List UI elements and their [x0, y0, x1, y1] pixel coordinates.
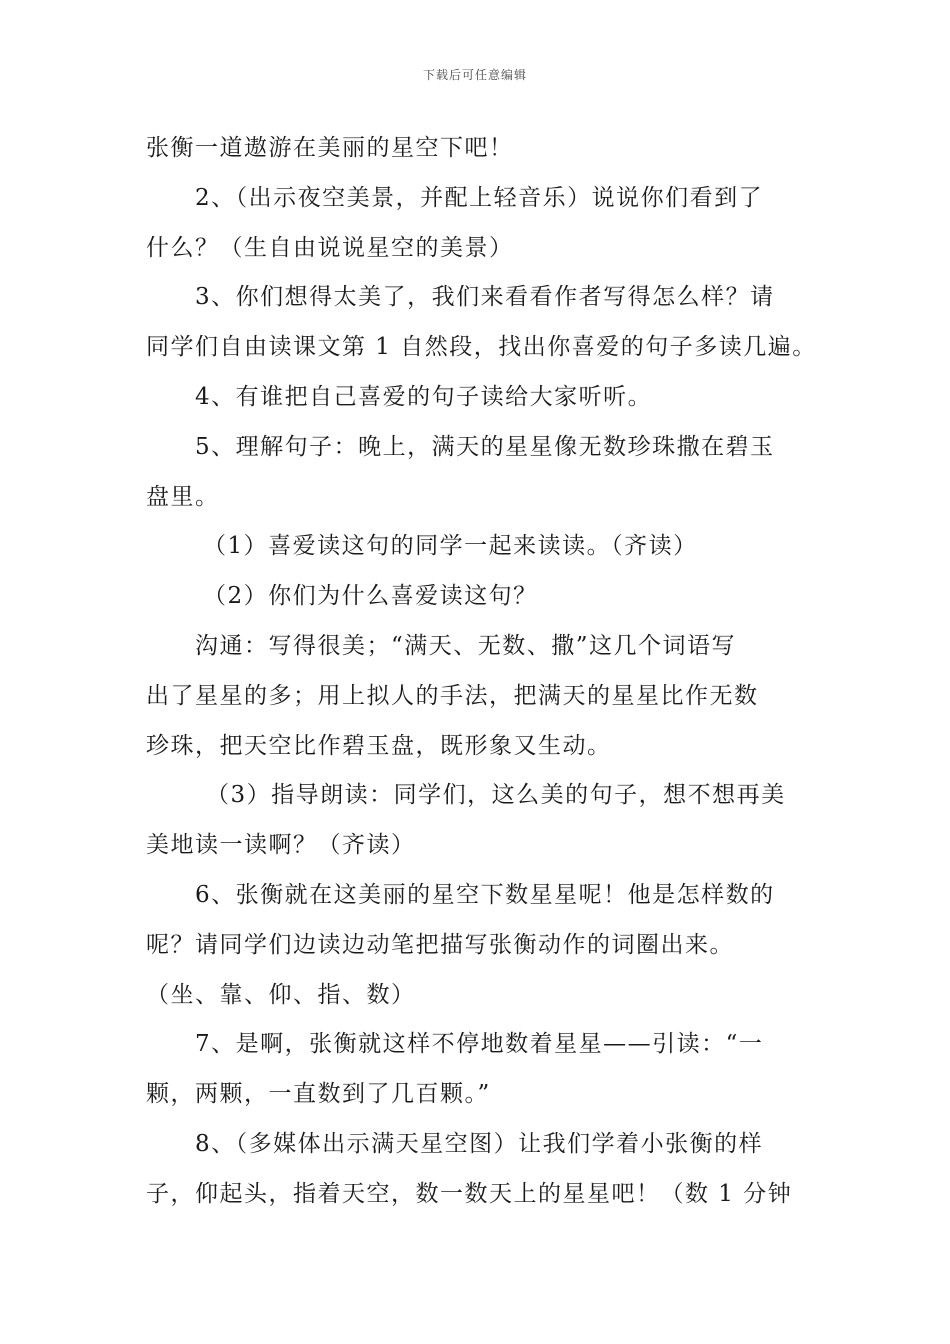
paragraph-line: 出了星星的多；用上拟人的手法，把满天的星星比作无数	[146, 682, 759, 709]
document-body	[146, 124, 817, 1220]
paragraph-line: 盘里。	[146, 483, 220, 510]
paragraph-line: 5、理解句子：晚上，满天的星星像无数珍珠撒在碧玉	[195, 433, 775, 460]
paragraph-line: 珍珠，把天空比作碧玉盘，既形象又生动。	[146, 732, 612, 759]
paragraph-line: 2、（出示夜空美景，并配上轻音乐）说说你们看到了	[195, 184, 764, 211]
page-header: 下载后可任意编辑	[422, 68, 527, 82]
paragraph-line: 6、张衡就在这美丽的星空下数星星呢！他是怎样数的	[195, 881, 775, 908]
paragraph-line: 3、你们想得太美了，我们来看看作者写得怎么样？请	[195, 284, 775, 311]
paragraph-line: 7、是啊，张衡就这样不停地数着星星——引读：“一	[195, 1031, 764, 1058]
paragraph-line: 沟通：写得很美；“满天、无数、撒”这几个词语写	[195, 632, 737, 659]
paragraph-line: （2）你们为什么喜爱读这句？	[203, 583, 538, 610]
paragraph-line: 张衡一道遨游在美丽的星空下吧！	[146, 135, 514, 161]
paragraph-line: 同学们自由读课文第 1 自然段，找出你喜爱的句子多读几遍。	[146, 334, 817, 361]
paragraph-line: （3）指导朗读：同学们，这么美的句子，想不想再美	[206, 782, 786, 809]
paragraph-line: 什么？（生自由说说星空的美景）	[146, 234, 514, 261]
paragraph-line: 颗，两颗，一直数到了几百颗。”	[146, 1081, 491, 1108]
paragraph-line: 呢？请同学们边读边动笔把描写张衡动作的词圈出来。	[146, 931, 734, 958]
paragraph-line: 4、有谁把自己喜爱的句子读给大家听听。	[195, 383, 653, 410]
paragraph-line: 8、（多媒体出示满天星空图）让我们学着小张衡的样	[195, 1130, 764, 1157]
paragraph-line: （1）喜爱读这句的同学一起来读读。（齐读）	[203, 533, 698, 560]
paragraph-line: 子，仰起头，指着天空，数一数天上的星星吧！（数 1 分钟	[146, 1180, 793, 1207]
paragraph-line: （坐、靠、仰、指、数）	[146, 981, 416, 1008]
paragraph-line: 美地读一读啊？（齐读）	[146, 832, 416, 859]
